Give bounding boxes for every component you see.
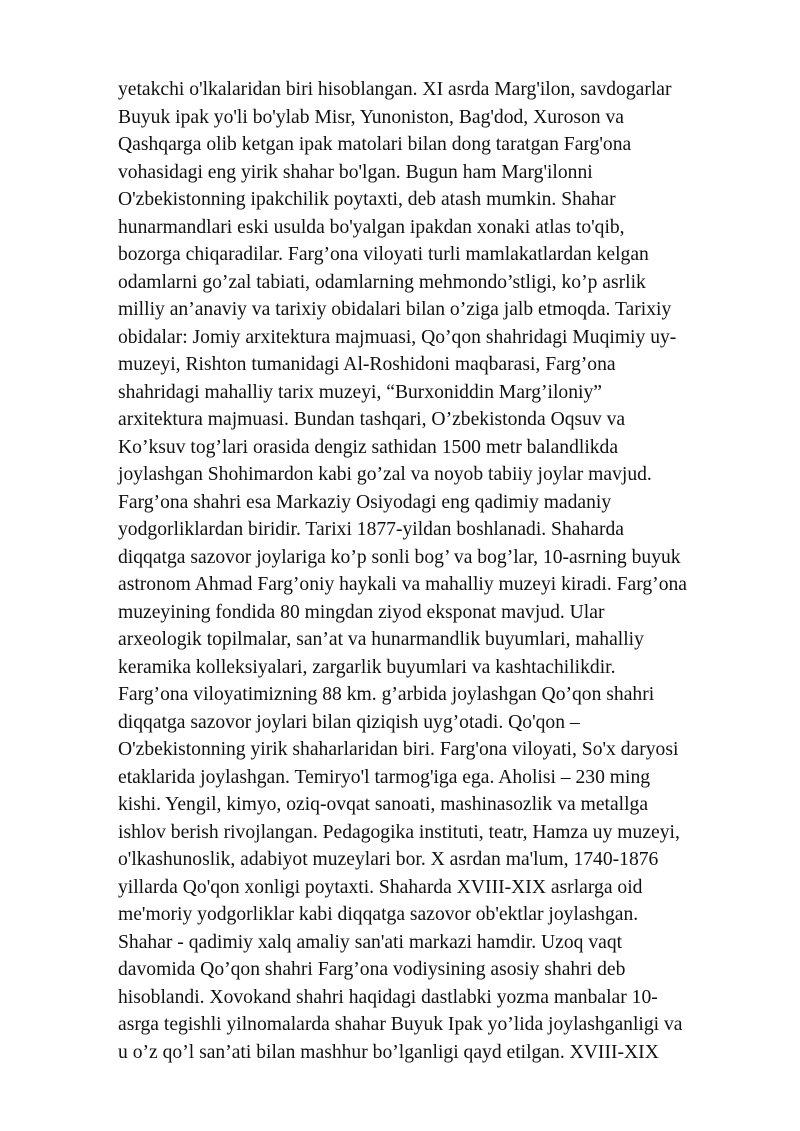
text-line-4: vohasidagi eng yirik shahar bo'lgan. Bugun ham Marg'ilonni: [118, 161, 593, 183]
text-line-6: hunarmandlari eski usulda bo'yalgan ipakdan xonaki atlas to'qib,: [118, 216, 625, 238]
text-line-18: diqqatga sazovor joylariga ko’p sonli bog’ va bog’lar, 10-asrning buyuk: [118, 546, 681, 568]
text-line-13: arxitektura majmuasi. Bundan tashqari, O’zbekistonda Oqsuv va: [118, 409, 626, 430]
text-line-23: Farg’ona viloyatimizning 88 km. g’arbida joylashgan Qo’qon shahri: [118, 684, 655, 705]
text-line-28: ishlov berish rivojlangan. Pedagogika instituti, teatr, Hamza uy muzeyi,: [118, 821, 680, 843]
text-line-14: Ko’ksuv tog’lari orasida dengiz sathidan 1500 metr balandlikda: [118, 436, 619, 458]
text-line-33: davomida Qo’qon shahri Farg’ona vodiysining asosiy shahri deb: [118, 959, 626, 980]
text-line-35: asrga tegishli yilnomalarda shahar Buyuk Ipak yo’lida joylashganligi va: [118, 1014, 683, 1035]
text-line-10: obidalar: Jomiy arxitektura majmuasi, Qo’qon shahridagi Muqimiy uy-: [118, 326, 677, 348]
text-line-5: O'zbekistonning ipakchilik poytaxti, deb atash mumkin. Shahar: [118, 189, 616, 210]
text-line-29: o'lkashunoslik, adabiyot muzeylari bor. X asrdan ma'lum, 1740-1876: [118, 849, 659, 870]
text-line-2: Buyuk ipak yo'li bo'ylab Misr, Yunoniston, Bag'dod, Xuroson va: [118, 106, 624, 128]
body-text: [118, 76, 718, 1066]
text-line-16: Farg’ona shahri esa Markaziy Osiyodagi eng qadimiy madaniy: [118, 491, 612, 513]
text-line-12: shahridagi mahalliy tarix muzeyi, “Burxoniddin Marg’iloniy”: [118, 381, 602, 403]
text-line-17: yodgorliklardan biridir. Tarixi 1877-yildan boshlanadi. Shaharda: [118, 519, 624, 540]
text-line-34: hisoblandi. Xovokand shahri haqidagi dastlabki yozma manbalar 10-: [118, 986, 658, 1008]
text-line-20: muzeyining fondida 80 mingdan ziyod eksponat mavjud. Ular: [118, 601, 605, 623]
text-line-1: yetakchi o'lkalaridan biri hisoblangan. XI asrda Marg'ilon, savdogarlar: [118, 79, 672, 100]
text-line-25: O'zbekistonning yirik shaharlaridan biri. Farg'ona viloyati, So'x daryosi: [118, 739, 679, 760]
text-line-30: yillarda Qo'qon xonligi poytaxti. Shaharda XVIII-XIX asrlarga oid: [118, 876, 643, 898]
text-line-7: bozorga chiqaradilar. Farg’ona viloyati turli mamlakatlardan kelgan: [118, 244, 649, 265]
text-line-11: muzeyi, Rishton tumanidagi Al-Roshidoni maqbarasi, Farg’ona: [118, 354, 616, 375]
text-line-9: milliy an’anaviy va tarixiy obidalari bilan o’ziga jalb etmoqda. Tarixiy: [118, 299, 672, 320]
text-line-8: odamlarni go’zal tabiati, odamlarning mehmondo’stligi, ko’p asrlik: [118, 271, 646, 293]
text-line-31: me'moriy yodgorliklar kabi diqqatga sazovor ob'ektlar joylashgan.: [118, 904, 639, 925]
text-line-36: u o’z qo’l san’ati bilan mashhur bo’lganligi qayd etilgan. XVIII-XIX: [118, 1041, 659, 1063]
text-line-27: kishi. Yengil, kimyo, oziq-ovqat sanoati, mashinasozlik va metallga: [118, 794, 649, 815]
text-line-15: joylashgan Shohimardon kabi go’zal va noyob tabiiy joylar mavjud.: [118, 464, 652, 485]
text-line-32: Shahar - qadimiy xalq amaliy san'ati markazi hamdir. Uzoq vaqt: [118, 931, 623, 953]
text-line-22: keramika kolleksiyalari, zargarlik buyumlari va kashtachilikdir.: [118, 656, 616, 678]
text-line-26: etaklarida joylashgan. Temiryo'l tarmog'iga ega. Aholisi – 230 ming: [118, 766, 651, 788]
text-line-19: astronom Ahmad Farg’oniy haykali va mahalliy muzeyi kiradi. Farg’ona: [118, 574, 688, 595]
text-line-21: arxeologik topilmalar, san’at va hunarmandlik buyumlari, mahalliy: [118, 629, 644, 650]
text-line-3: Qashqarga olib ketgan ipak matolari bilan dong taratgan Farg'ona: [118, 134, 632, 155]
text-line-24: diqqatga sazovor joylari bilan qiziqish uyg’otadi. Qo'qon –: [118, 711, 580, 733]
